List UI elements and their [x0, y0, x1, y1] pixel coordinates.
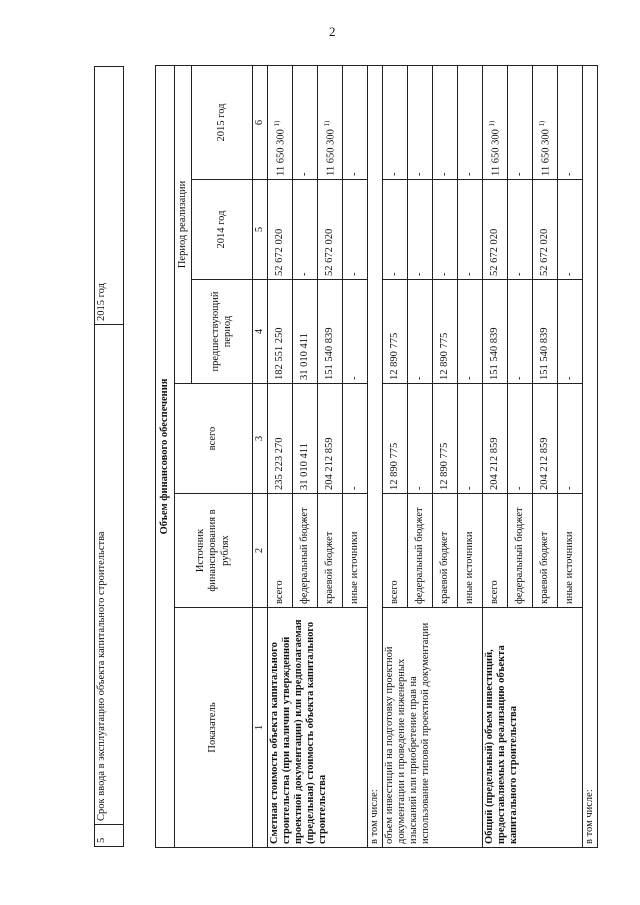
value-y2015	[408, 65, 433, 179]
source-cell: всего	[268, 494, 293, 608]
table-row	[583, 65, 598, 847]
footnote-mark: 1)	[272, 120, 281, 127]
value-prev	[458, 280, 483, 384]
value-prev	[293, 280, 318, 384]
table-row	[383, 65, 408, 847]
value-text: -	[564, 486, 576, 490]
value-y2015	[483, 65, 508, 179]
value-prev	[268, 280, 293, 384]
source-cell: федеральный бюджет	[293, 494, 318, 608]
value-text: -	[389, 272, 401, 276]
footnote-mark: 1)	[322, 120, 331, 127]
header-period: Период реализации	[175, 65, 192, 383]
value-total	[383, 384, 408, 494]
value-y2014	[408, 180, 433, 280]
value-text: 52 672 020	[489, 228, 501, 276]
group-label: Сметная стоимость объекта капитального строительства (при наличии утвержденной проектной документации) или предполагаемая (предельная) стоимость объекта капитального строительства	[268, 608, 368, 848]
footnote-mark: 1)	[537, 120, 546, 127]
source-cell: краевой бюджет	[433, 494, 458, 608]
value-total	[343, 384, 368, 494]
value-total	[318, 384, 343, 494]
source-cell: краевой бюджет	[533, 494, 558, 608]
header-2015: 2015 год	[192, 65, 253, 179]
value-prev	[318, 280, 343, 384]
value-text: -	[299, 272, 311, 276]
value-text: -	[464, 486, 476, 490]
value-text: 235 223 270	[274, 437, 286, 490]
source-cell: всего	[483, 494, 508, 608]
col-num-4: 4	[253, 280, 268, 384]
table-row	[268, 65, 293, 847]
value-text: -	[514, 376, 526, 380]
value-text: -	[414, 172, 426, 176]
value-text: 11 650 300	[325, 129, 337, 176]
value-y2014	[343, 180, 368, 280]
value-text: 52 672 020	[274, 228, 286, 276]
value-y2014	[533, 180, 558, 280]
value-y2014	[383, 180, 408, 280]
value-text: -	[564, 272, 576, 276]
value-prev	[483, 280, 508, 384]
value-total	[268, 384, 293, 494]
value-text: 182 551 250	[274, 327, 286, 380]
value-text: 11 650 300	[490, 129, 502, 176]
financing-table	[155, 65, 598, 848]
value-text: 52 672 020	[324, 228, 336, 276]
header-source: Источник финансирования в рублях	[175, 494, 253, 608]
value-y2015	[268, 65, 293, 179]
value-text: -	[349, 272, 361, 276]
commissioning-value: 2015 год	[95, 67, 124, 325]
value-total	[558, 384, 583, 494]
page-number: 2	[329, 24, 336, 39]
commissioning-table	[94, 66, 124, 847]
value-text: -	[299, 172, 311, 176]
source-cell: краевой бюджет	[318, 494, 343, 608]
value-text: -	[464, 172, 476, 176]
value-text: -	[514, 486, 526, 490]
value-text: 151 540 839	[539, 327, 551, 380]
value-text: 12 890 775	[439, 332, 451, 380]
value-text: -	[514, 172, 526, 176]
value-text: -	[564, 172, 576, 176]
header-prev: предшествующий период	[192, 280, 253, 384]
group-label: в том числе:	[583, 65, 598, 847]
value-text: 151 540 839	[324, 327, 336, 380]
value-y2014	[458, 180, 483, 280]
value-text: 204 212 859	[489, 437, 501, 490]
value-text: 31 010 411	[299, 333, 311, 380]
value-total	[433, 384, 458, 494]
group-label: в том числе:	[368, 65, 383, 847]
col-num-6: 6	[253, 65, 268, 179]
value-text: -	[389, 172, 401, 176]
value-text: 12 890 775	[439, 442, 451, 490]
col-num-5: 5	[253, 180, 268, 280]
value-y2015	[293, 65, 318, 179]
value-y2014	[483, 180, 508, 280]
source-cell: иные источники	[343, 494, 368, 608]
table-title: Объем финансового обеспечения	[156, 65, 175, 847]
footnote-mark: 1)	[487, 120, 496, 127]
value-y2014	[558, 180, 583, 280]
value-prev	[433, 280, 458, 384]
value-prev	[508, 280, 533, 384]
value-y2014	[433, 180, 458, 280]
value-prev	[343, 280, 368, 384]
value-y2014	[268, 180, 293, 280]
header-indicator: Показатель	[175, 608, 253, 848]
value-text: 11 650 300	[275, 129, 287, 176]
value-text: -	[464, 272, 476, 276]
value-y2014	[508, 180, 533, 280]
value-text: -	[564, 376, 576, 380]
value-prev	[533, 280, 558, 384]
value-prev	[558, 280, 583, 384]
value-text: 52 672 020	[539, 228, 551, 276]
value-total	[508, 384, 533, 494]
value-y2015	[533, 65, 558, 179]
value-text: 11 650 300	[540, 129, 552, 176]
value-total	[293, 384, 318, 494]
source-cell: федеральный бюджет	[508, 494, 533, 608]
value-text: 151 540 839	[489, 327, 501, 380]
value-total	[458, 384, 483, 494]
source-cell: всего	[383, 494, 408, 608]
group-label: объем инвестиций на подготовку проектной документации и проведение инженерных изысканий или приобретение прав на использование типовой проектной документации	[383, 608, 483, 848]
value-text: -	[439, 272, 451, 276]
value-y2015	[458, 65, 483, 179]
value-text: 31 010 411	[299, 443, 311, 490]
value-text: -	[414, 272, 426, 276]
col-num-3: 3	[253, 384, 268, 494]
value-text: -	[514, 272, 526, 276]
header-total: всего	[175, 384, 253, 494]
value-text: -	[414, 376, 426, 380]
value-text: 12 890 775	[389, 442, 401, 490]
source-cell: иные источники	[558, 494, 583, 608]
value-text: -	[349, 486, 361, 490]
header-2014: 2014 год	[192, 180, 253, 280]
row-number: 5	[95, 825, 124, 847]
value-text: -	[349, 376, 361, 380]
source-cell: федеральный бюджет	[408, 494, 433, 608]
source-cell: иные источники	[458, 494, 483, 608]
value-text: 204 212 859	[539, 437, 551, 490]
value-y2015	[433, 65, 458, 179]
value-text: -	[349, 172, 361, 176]
value-text: 204 212 859	[324, 437, 336, 490]
value-y2015	[318, 65, 343, 179]
value-total	[408, 384, 433, 494]
group-label: Общий (предельный) объем инвестиций, предоставляемых на реализацию объекта капитального строительства	[483, 608, 583, 848]
col-num-1: 1	[253, 608, 268, 848]
value-y2014	[318, 180, 343, 280]
value-y2015	[508, 65, 533, 179]
table-row	[483, 65, 508, 847]
value-y2015	[343, 65, 368, 179]
commissioning-label: Срок ввода в эксплуатацию объекта капитального строительства	[95, 325, 124, 825]
value-prev	[408, 280, 433, 384]
value-y2015	[383, 65, 408, 179]
value-text: -	[414, 486, 426, 490]
value-prev	[383, 280, 408, 384]
value-text: -	[464, 376, 476, 380]
value-text: 12 890 775	[389, 332, 401, 380]
col-num-2: 2	[253, 494, 268, 608]
value-y2014	[293, 180, 318, 280]
value-total	[533, 384, 558, 494]
value-total	[483, 384, 508, 494]
table-row	[368, 65, 383, 847]
value-text: -	[439, 172, 451, 176]
value-y2015	[558, 65, 583, 179]
